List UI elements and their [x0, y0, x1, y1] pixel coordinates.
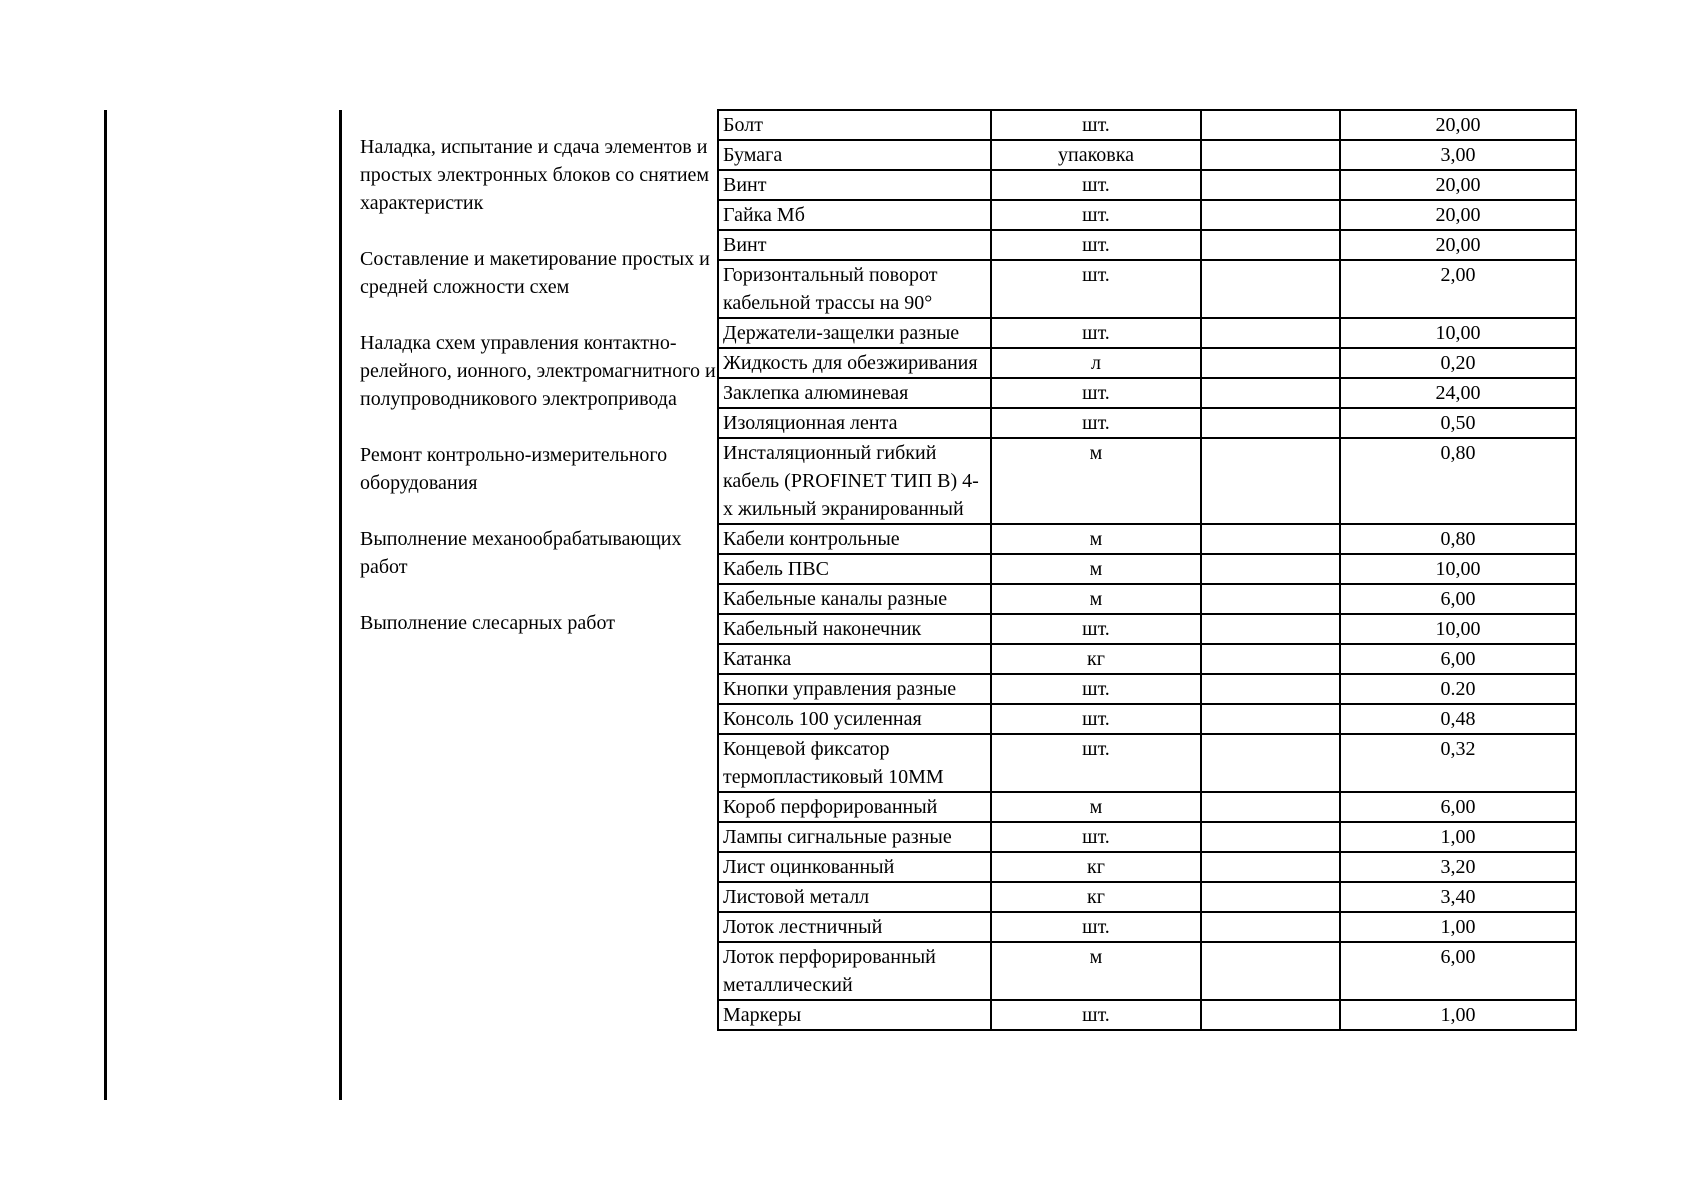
- material-unit: шт.: [991, 318, 1201, 348]
- material-name: Кабельный наконечник: [718, 614, 991, 644]
- material-unit: упаковка: [991, 140, 1201, 170]
- material-qty: 6,00: [1340, 644, 1576, 674]
- material-qty: 2,00: [1340, 260, 1576, 318]
- material-qty: 6,00: [1340, 584, 1576, 614]
- table-row: [718, 942, 1576, 1000]
- material-unit: м: [991, 438, 1201, 524]
- table-row: [718, 822, 1576, 852]
- material-name: Маркеры: [718, 1000, 991, 1030]
- table-row: [718, 584, 1576, 614]
- empty-cell: [1201, 942, 1340, 1000]
- materials-table: [717, 109, 1577, 1031]
- work-item: Выполнение механообрабатывающих работ: [360, 528, 682, 578]
- table-row: [718, 438, 1576, 524]
- material-unit: шт.: [991, 170, 1201, 200]
- material-name: Винт: [718, 170, 991, 200]
- material-name: Листовой металл: [718, 882, 991, 912]
- material-unit: кг: [991, 644, 1201, 674]
- material-name: Держатели-защелки разные: [718, 318, 991, 348]
- material-qty: 10,00: [1340, 614, 1576, 644]
- material-name: Лампы сигнальные разные: [718, 822, 991, 852]
- empty-cell: [1201, 170, 1340, 200]
- empty-cell: [1201, 230, 1340, 260]
- table-row: [718, 260, 1576, 318]
- material-name: Гайка Мб: [718, 200, 991, 230]
- empty-cell: [1201, 792, 1340, 822]
- material-unit: шт.: [991, 912, 1201, 942]
- material-qty: 3,40: [1340, 882, 1576, 912]
- material-qty: 0,50: [1340, 408, 1576, 438]
- left-border-line: [104, 110, 107, 1100]
- table-row: [718, 230, 1576, 260]
- empty-cell: [1201, 674, 1340, 704]
- table-row: [718, 110, 1576, 140]
- empty-cell: [1201, 348, 1340, 378]
- material-name: Горизонтальный поворот кабельной трассы на 90°: [718, 260, 991, 318]
- table-row: [718, 792, 1576, 822]
- empty-cell: [1201, 734, 1340, 792]
- material-qty: 3,20: [1340, 852, 1576, 882]
- material-qty: 6,00: [1340, 792, 1576, 822]
- empty-cell: [1201, 822, 1340, 852]
- table-row: [718, 318, 1576, 348]
- material-qty: 0,32: [1340, 734, 1576, 792]
- material-name: Кабели контрольные: [718, 524, 991, 554]
- empty-cell: [1201, 644, 1340, 674]
- table-row: [718, 524, 1576, 554]
- material-qty: 20,00: [1340, 230, 1576, 260]
- material-qty: 3,00: [1340, 140, 1576, 170]
- column-divider-line: [339, 110, 342, 1100]
- material-qty: 0,48: [1340, 704, 1576, 734]
- table-row: [718, 378, 1576, 408]
- material-unit: шт.: [991, 1000, 1201, 1030]
- empty-cell: [1201, 524, 1340, 554]
- table-row: [718, 704, 1576, 734]
- table-row: [718, 348, 1576, 378]
- material-name: Кабель ПВС: [718, 554, 991, 584]
- material-unit: м: [991, 524, 1201, 554]
- material-unit: м: [991, 584, 1201, 614]
- table-row: [718, 170, 1576, 200]
- material-qty: 10,00: [1340, 554, 1576, 584]
- material-unit: л: [991, 348, 1201, 378]
- empty-cell: [1201, 408, 1340, 438]
- table-row: [718, 852, 1576, 882]
- empty-cell: [1201, 912, 1340, 942]
- work-item: Наладка, испытание и сдача элементов и простых электронных блоков со снятием характеристик: [360, 136, 710, 214]
- material-name: Бумага: [718, 140, 991, 170]
- material-name: Катанка: [718, 644, 991, 674]
- empty-cell: [1201, 1000, 1340, 1030]
- material-qty: 6,00: [1340, 942, 1576, 1000]
- table-row: [718, 734, 1576, 792]
- material-name: Инсталяционный гибкий кабель (PROFINET ТИП В) 4-х жильный экранированный: [718, 438, 991, 524]
- empty-cell: [1201, 318, 1340, 348]
- material-name: Заклепка алюминевая: [718, 378, 991, 408]
- material-unit: шт.: [991, 704, 1201, 734]
- empty-cell: [1201, 584, 1340, 614]
- empty-cell: [1201, 260, 1340, 318]
- material-unit: шт.: [991, 378, 1201, 408]
- empty-cell: [1201, 200, 1340, 230]
- work-item: Ремонт контрольно-измерительного оборудования: [360, 444, 668, 494]
- material-unit: кг: [991, 852, 1201, 882]
- material-name: Болт: [718, 110, 991, 140]
- material-qty: 1,00: [1340, 912, 1576, 942]
- empty-cell: [1201, 882, 1340, 912]
- material-unit: шт.: [991, 408, 1201, 438]
- material-qty: 10,00: [1340, 318, 1576, 348]
- material-unit: шт.: [991, 260, 1201, 318]
- work-item: Составление и макетирование простых и средней сложности схем: [360, 248, 710, 298]
- empty-cell: [1201, 554, 1340, 584]
- material-qty: 20,00: [1340, 170, 1576, 200]
- table-row: [718, 614, 1576, 644]
- material-qty: 0,80: [1340, 524, 1576, 554]
- material-name: Кабельные каналы разные: [718, 584, 991, 614]
- table-row: [718, 912, 1576, 942]
- empty-cell: [1201, 704, 1340, 734]
- material-qty: 1,00: [1340, 822, 1576, 852]
- material-unit: шт.: [991, 230, 1201, 260]
- table-row: [718, 674, 1576, 704]
- table-row: [718, 408, 1576, 438]
- material-qty: 0,80: [1340, 438, 1576, 524]
- empty-cell: [1201, 378, 1340, 408]
- material-unit: м: [991, 942, 1201, 1000]
- material-name: Короб перфорированный: [718, 792, 991, 822]
- table-row: [718, 140, 1576, 170]
- material-unit: шт.: [991, 734, 1201, 792]
- empty-cell: [1201, 110, 1340, 140]
- material-unit: шт.: [991, 614, 1201, 644]
- material-unit: шт.: [991, 674, 1201, 704]
- table-row: [718, 882, 1576, 912]
- material-unit: шт.: [991, 822, 1201, 852]
- material-name: Кнопки управления разные: [718, 674, 991, 704]
- material-qty: 24,00: [1340, 378, 1576, 408]
- empty-cell: [1201, 614, 1340, 644]
- empty-cell: [1201, 852, 1340, 882]
- table-row: [718, 554, 1576, 584]
- material-name: Концевой фиксатор термопластиковый 10ММ: [718, 734, 991, 792]
- material-unit: шт.: [991, 200, 1201, 230]
- table-row: [718, 200, 1576, 230]
- material-qty: 0.20: [1340, 674, 1576, 704]
- material-name: Лоток лестничный: [718, 912, 991, 942]
- material-name: Изоляционная лента: [718, 408, 991, 438]
- material-qty: 20,00: [1340, 200, 1576, 230]
- work-item: Наладка схем управления контактно-релейного, ионного, электромагнитного и полупроводникового электропривода: [360, 332, 716, 410]
- material-unit: шт.: [991, 110, 1201, 140]
- works-list: [360, 133, 716, 665]
- material-unit: кг: [991, 882, 1201, 912]
- work-item: Выполнение слесарных работ: [360, 612, 615, 634]
- material-name: Консоль 100 усиленная: [718, 704, 991, 734]
- table-row: [718, 1000, 1576, 1030]
- material-qty: 1,00: [1340, 1000, 1576, 1030]
- table-row: [718, 644, 1576, 674]
- material-unit: м: [991, 554, 1201, 584]
- material-unit: м: [991, 792, 1201, 822]
- material-name: Жидкость для обезжиривания: [718, 348, 991, 378]
- material-name: Лоток перфорированный металлический: [718, 942, 991, 1000]
- material-name: Винт: [718, 230, 991, 260]
- empty-cell: [1201, 438, 1340, 524]
- material-qty: 0,20: [1340, 348, 1576, 378]
- empty-cell: [1201, 140, 1340, 170]
- material-qty: 20,00: [1340, 110, 1576, 140]
- material-name: Лист оцинкованный: [718, 852, 991, 882]
